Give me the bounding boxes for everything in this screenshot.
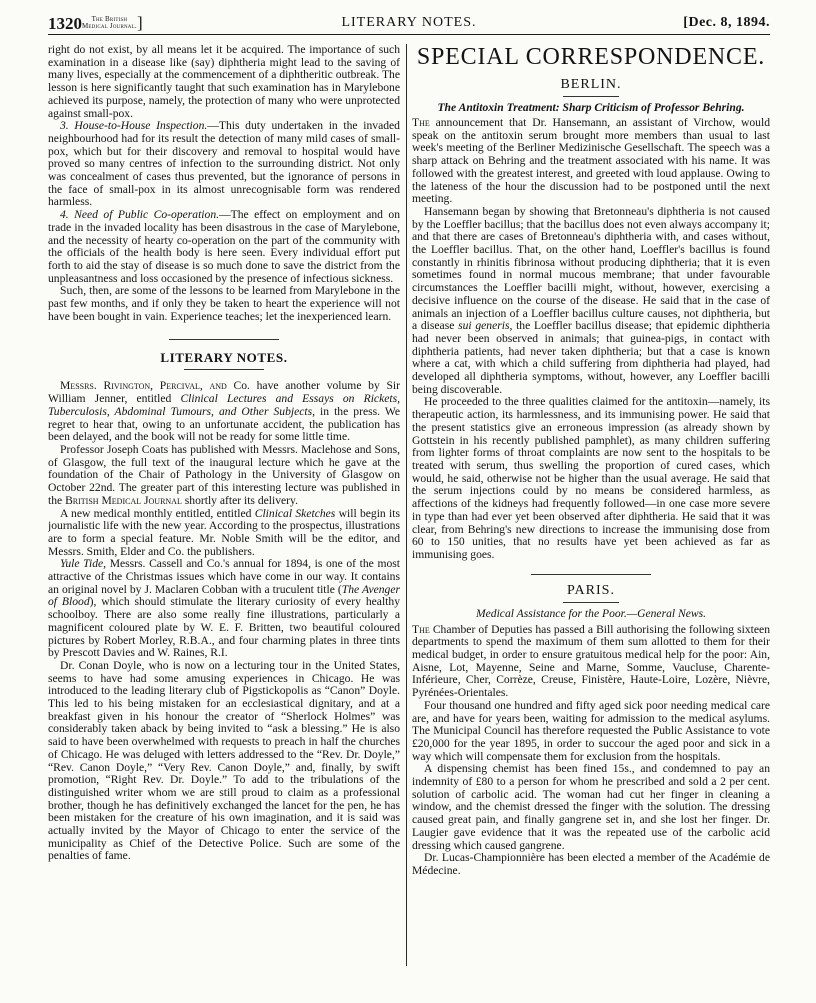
paragraph: He proceeded to the three qualities claimed for the antitoxin—namely, its therapeutic action, its harmlessness, and its immunising power. He said that the present statistics give an erroneous impression (as already shown by Gottstein in his recently published pamphlet), as many children suffering from lighter forms of throat complaints are now sent to the hospitals to be treated with serum, thus swelling the proportion of cured cases, which would, he said, otherwise not be higher than the usual average. He said that the serum injections could by no means be considered harmless, as affections of the kidneys had frequently followed—in one case more severe in type than had ever yet been observed after diphtheria. He said that it was clear, from Behring's new directions to increase the immunising dose from 60 to 150 unities, that no results have yet been achieved as far as immunising goes. [412, 395, 770, 561]
journal-name-inline: British Medical Journal [65, 493, 182, 507]
paragraph-body: —The effect on employment and on trade in the invaded locality has been disastrous in the case of Marylebone, and the necessity of hearty co-operation on the part of the community with the officials of the health body is here seen. Every individual effort put forth to aid the stay of disease is so much done to save the district from the unpleasantness and loss occasioned by the presence of infectious sickness. [48, 208, 400, 285]
note-yule-tide [48, 558, 400, 660]
section-title-special-correspondence: SPECIAL CORRESPONDENCE. [416, 44, 766, 70]
paragraph-heading: 3. House-to-House Inspection. [60, 119, 208, 133]
book-title: Clinical Lectures and Essays on Rickets, Tuberculosis, Abdominal Tumours, and Other Subjects, [48, 392, 400, 418]
latin-phrase: sui generis, [458, 319, 513, 333]
lead-word: The [412, 622, 430, 636]
paragraph [412, 624, 770, 700]
text-run: A new medical monthly entitled, entitled [60, 506, 255, 520]
journal-line-1: The British [91, 15, 128, 23]
text-run: the Loeffler bacillus disease; that epidemic diphtheria had never been observed in animals; that guinea-pigs, in contact with diphtheria patients, had never taken diphtheria; but that a case is known where a cat, with which a child suffering from diphtheria had played, had developed all diphtheria symptoms, without, however, any Loeffler bacilli being discoverable. [412, 319, 770, 396]
running-header [48, 12, 770, 35]
column-divider [406, 44, 407, 966]
text-run: in the press. We regret to hear that, owing to an unfortunate accident, the publication has been delayed, and the book will not be ready for some little time. [48, 404, 400, 444]
text-run: shortly after its delivery. [181, 493, 298, 507]
text-run: Chamber of Deputies has passed a Bill authorising the following sixteen departments to spend the maximum of them sum allotted to them for their medical budget, in order to ensure gratuitous medical help for the poor: Ain, Aisne, Lot, Mayenne, Seine and Marne, Somme, Vaucluse, Charente-Inférieure, Cher, Corrèze, Creuse, Finistère, Haute-Loire, Lozère, Nièvre, Pyrénées-Orientales. [412, 622, 770, 700]
city-heading-berlin: BERLIN. [412, 77, 770, 97]
paragraph [412, 206, 770, 397]
periodical-title: Clinical Sketches [254, 506, 336, 520]
novel-title: The Avenger of Blood [48, 582, 400, 609]
city-heading-paris: PARIS. [412, 583, 770, 603]
text-run: Co. have another volume by Sir William Jenner, entitled [48, 379, 400, 406]
paragraph: Dr. Lucas-Championnière has been elected a member of the Académie de Médecine. [412, 851, 770, 877]
lead-word: The [412, 116, 430, 129]
paragraph [48, 209, 400, 285]
paragraph [48, 120, 400, 209]
lead-words: Messrs. Rivington, Percival, and [60, 379, 227, 393]
paragraph [412, 117, 770, 206]
journal-line-2: Medical Journal. [82, 22, 137, 30]
berlin-subtitle: The Antitoxin Treatment: Sharp Criticism of Professor Behring. [437, 101, 745, 114]
paragraph: Four thousand one hundred and fifty aged sick poor needing medical care are, and have for years been, waiting for admission to the medical asylums. The Municipal Council has therefore requested the Public Assistance to vote £20,000 for the year 1895, in order to succour the aged poor and sick in a way which will compensate them for exclusion from the hospitals. [412, 698, 770, 763]
note-conan-doyle: Dr. Conan Doyle, who is now on a lecturing tour in the United States, seems to have had some amusing experiences in Chicago. He was introduced to the leading literary club of Pigstickopolis as “Canon” Doyle. This led to his being mistaken for an ecclesiastical dignitary, and at a breakfast given in his honour the creator of “Sherlock Holmes” was considerably taken aback by being invited to “ask a blessing.” He is also said to have been overwhelmed with requests to preach in half the churches of Chicago. He was deluged with letters addressed to the “Rev. Dr. Doyle,” “Rev. Canon Doyle,” “Very Rev. Canon Doyle,” and, finally, by swift promotion, “Right Rev. Dr. Doyle.” To add to the tribulations of the distinguished writer whom we are still proud to claim as a professional brother, though he has definitively exchanged the lancet for the pen, he has been mistaken for the creature of his own imagination, and it is said was actually invited by the Mayor of Chicago to enter the service of the municipality as Chief of the Detective Police. Such are some of the penalties of fame. [48, 658, 400, 863]
right-column [412, 44, 770, 999]
running-title: LITERARY NOTES. [341, 15, 477, 30]
paris-subtitle: Medical Assistance for the Poor.—General News. [475, 606, 707, 620]
divider [531, 574, 651, 575]
paragraph: right do not exist, by all means let it be acquired. The importance of such examination in a disease like (say) diphtheria might lead to the saving of many lives, especially at the commencement of a diphtheritic outbreak. The lesson is here significantly taught that such examination has in Marylebone achieved its purpose, namely, the protection of many who were unprotected against small-pox. [48, 44, 400, 120]
paragraph: Such, then, are some of the lessons to be learned from Marylebone in the past few months, and if only they be taken to heart the experience will not have been bought in vain. Experience teaches; let the inexperienced learn. [48, 284, 400, 323]
paragraph-body: —This duty undertaken in the invaded neighbourhood had for its result the detection of many mild cases of small-pox, which but for their discovery and removal to hospital would have proved so many centres of infection to the surrounding district. Not only was concealment of cases thus prevented, but the ignorance of persons in the face of small-pox in its almost unrecognisable form was rendered harmless. [48, 119, 400, 209]
section-title-literary-notes: LITERARY NOTES. [48, 339, 400, 370]
issue-date: [Dec. 8, 1894. [683, 15, 770, 30]
text-run: ), which should stimulate the literary curiosity of every healthy schoolboy. There are also some really fine illustrations, particularly a magnificent coloured plate by W. E. F. Britten, two beautiful coloured pictures by Robert Morley, R.B.A., and four charming plates in three tints by Prescott Davies and W. Raines, R.I. [48, 595, 400, 660]
page-number: 1320 [48, 14, 82, 33]
left-column [48, 44, 400, 999]
text-run: Messrs. Cassell and Co.'s annual for 1894, is one of the most attractive of the Christmas issues which have come in our way. It contains an original novel by J. Maclaren Cobban with a truculent title ( [48, 557, 400, 596]
note-coats [48, 444, 400, 508]
periodical-title: Yule Tide, [60, 557, 107, 571]
paragraph-heading: 4. Need of Public Co-operation. [60, 208, 220, 222]
note-clinical-sketches [48, 508, 400, 559]
text-run: Professor Joseph Coats has published with Messrs. Maclehose and Sons, of Glasgow, the full text of the inaugural lecture which he gave at the foundation of the Chair of Pathology in the University of Glasgow on October 22nd. The greater part of this interesting lecture was published in the [48, 442, 400, 507]
paragraph: A dispensing chemist has been fined 15s., and condemned to pay an indemnity of £80 to a person for whom he prescribed and sold a 2 per cent. solution of carbolic acid. The woman had cut her finger in cleaning a window, and the chemist dressed the finger with the solution. The dressing caused great pain, and finally gangrene set in, and she lost her finger. Dr. Laugier gave evidence that it was the repeated use of the carbolic acid dressing which caused gangrene. [412, 762, 770, 852]
text-run: will begin its journalistic life with the new year. According to the prospectus, illustrations are to form a special feature. Mr. Noble Smith will be the editor, and Messrs. Smith, Elder and Co. the publishers. [48, 506, 400, 558]
text-run: announcement that Dr. Hansemann, an assistant of Virchow, would speak on the antitoxin serum brought more members than usual to last week's meeting of the Berliner Medizinische Gesellschaft. The speech was a sharp attack on Behring and the treatment associated with his name. It was followed with the greatest interest, and greeted with loud applause. Owing to the lateness of the hour the discussion had to be postponed until the next meeting. [412, 116, 770, 206]
text-run: Hansemann began by showing that Bretonneau's diphtheria is not caused by the Loeffler bacillus; that the bacillus does not even always accompany it; and that there are cases of Bretonneau's diphtheria with, and cases without, the Loeffler bacillus. That, on the other hand, Loeffler's bacillus is found constantly in rhinitis fibrinosa without producing diphtheria; that it is even sometimes found in normal mucous membrane; that under favourable circumstances the Loeffler bacilli might, without, however, exercising a decisive influence on the course of the disease. He said that in the case of animals an injection of a Loeffler bacillus culture causes, not diphtheria, but a disease [412, 204, 770, 333]
header-bracket: ] [137, 13, 143, 32]
note-rivington [48, 380, 400, 444]
